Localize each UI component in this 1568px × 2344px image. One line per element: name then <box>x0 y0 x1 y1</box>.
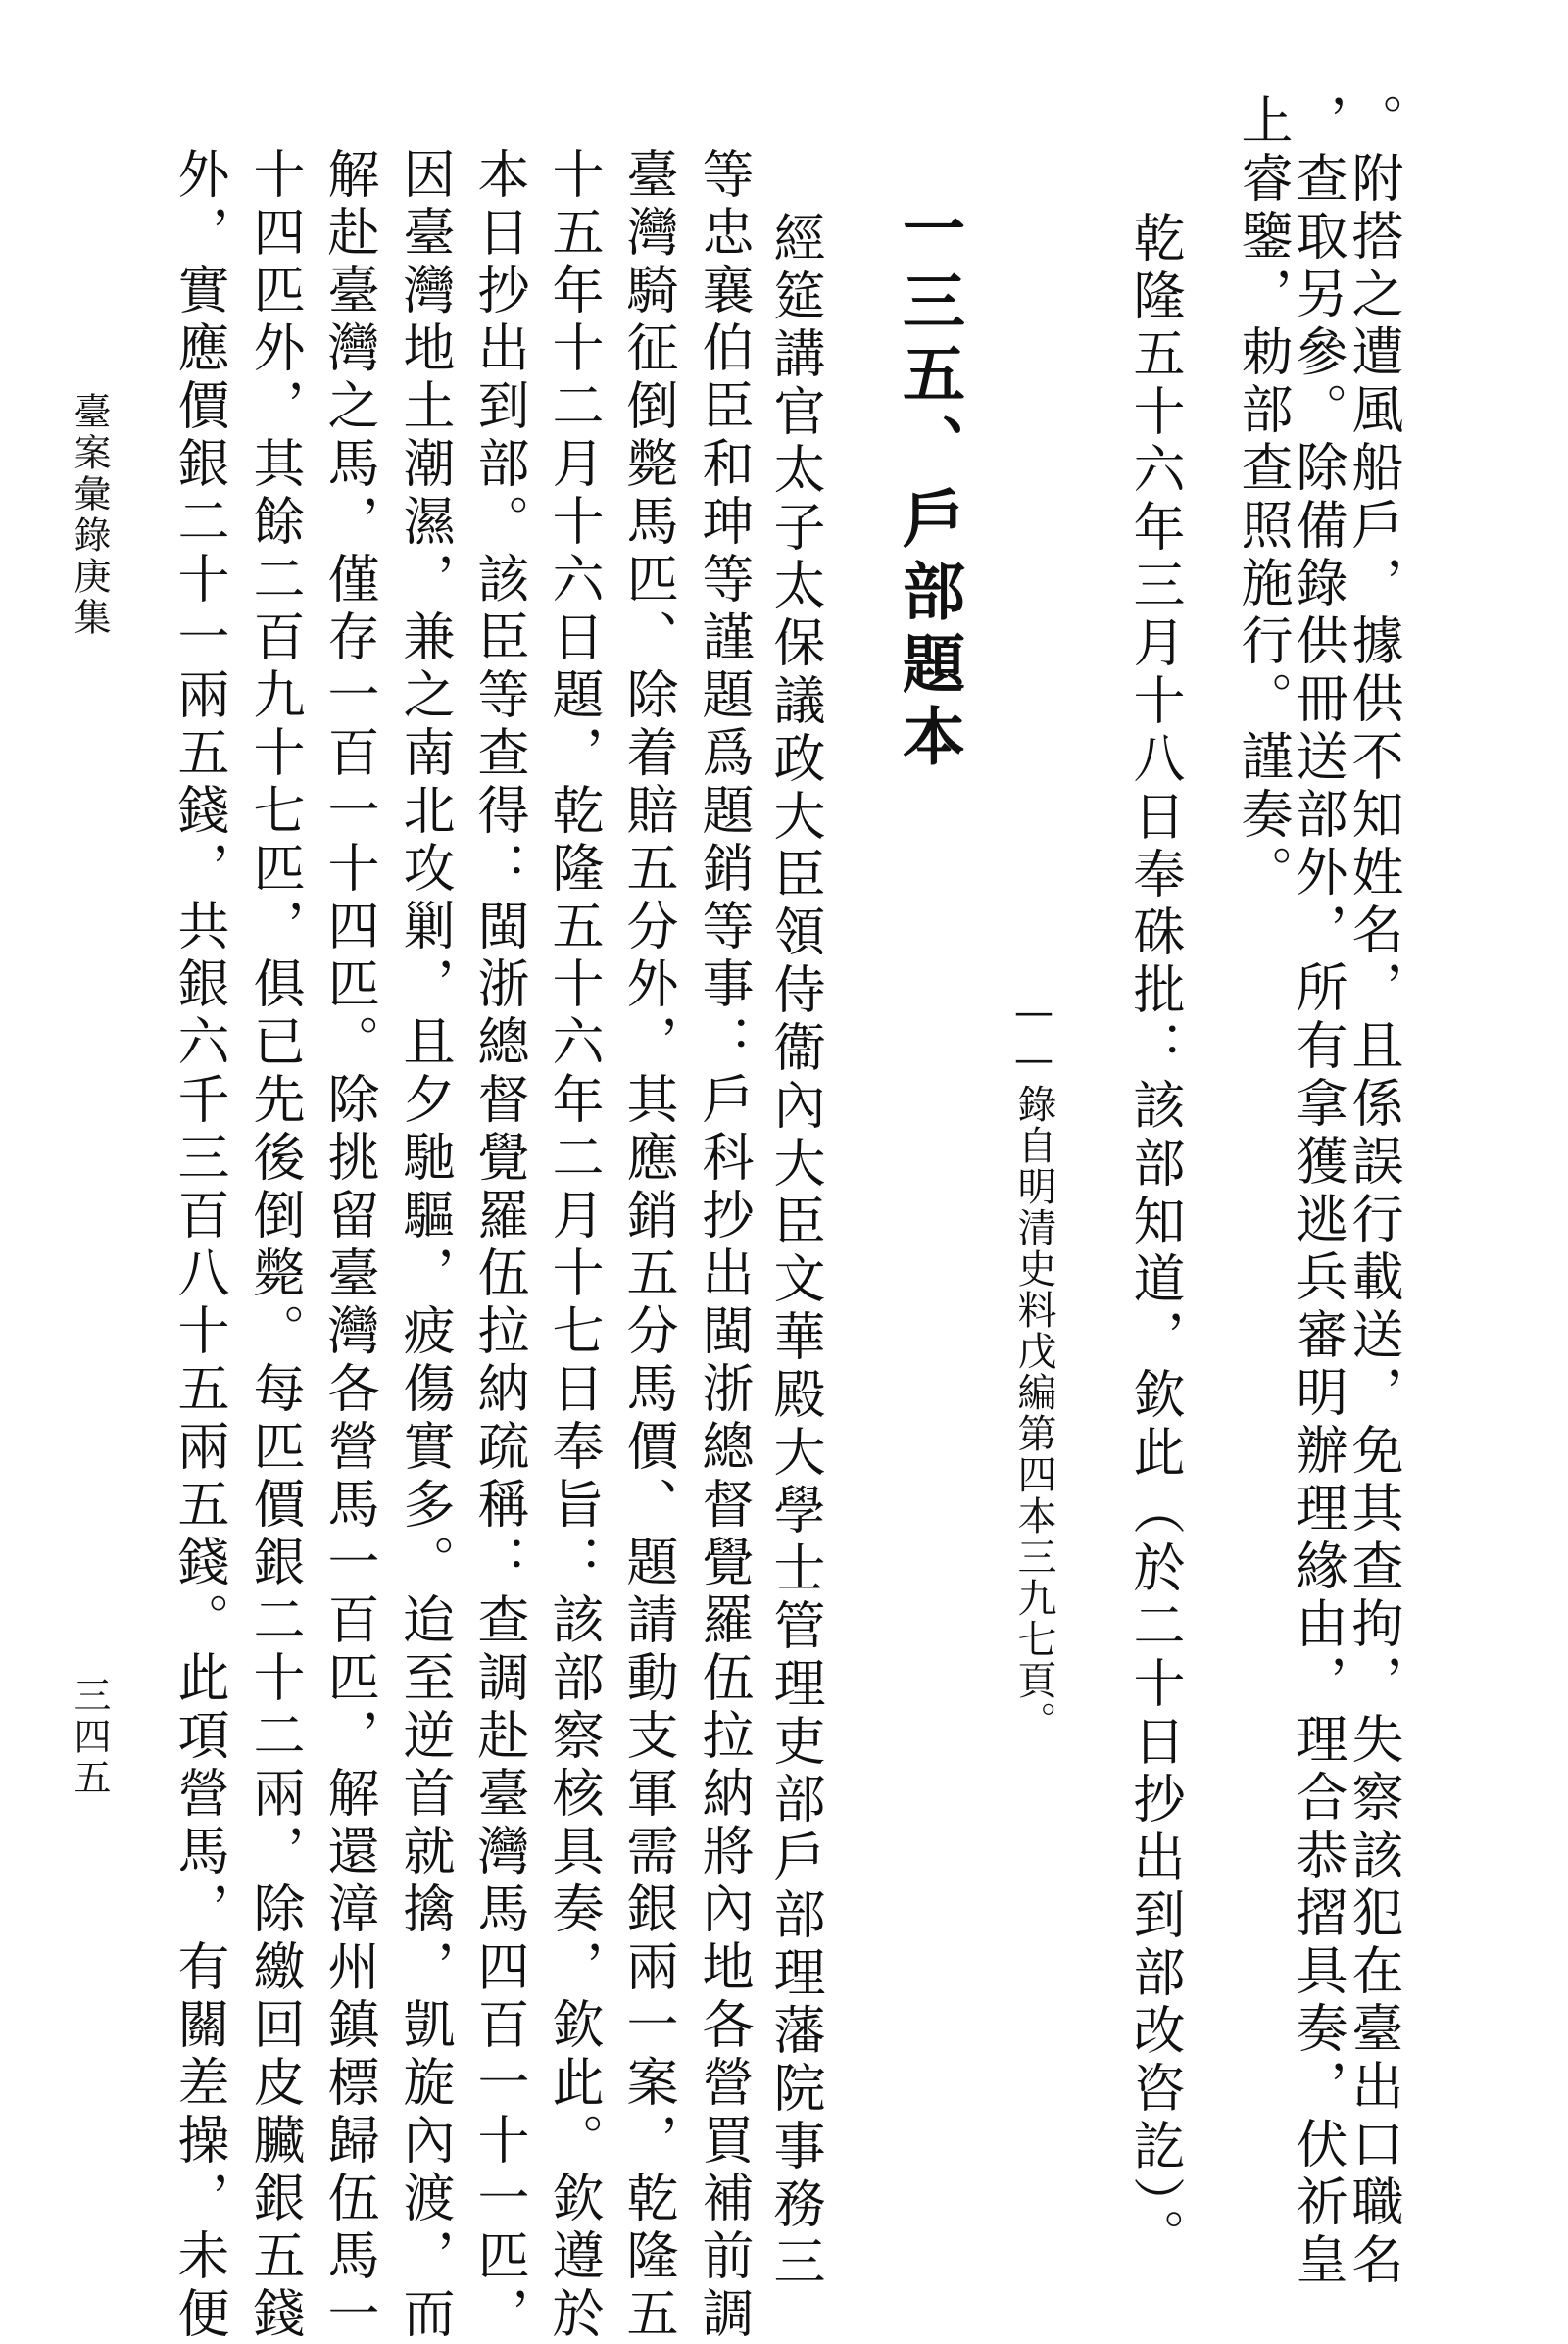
section-line-9: 外，實應價銀二十一兩五錢，共銀六千三百八十五兩五錢。此項營馬，有關差操，未便 <box>170 147 229 2344</box>
section-line-5: 本日抄出到部。該臣等查得：閩浙總督覺羅伍拉納疏稱：查調赴臺灣馬四百一十一匹， <box>469 147 529 2344</box>
section-line-1: 經筵講官太子太保議政大臣領侍衞內大臣文華殿大學士管理吏部戶部理藩院事務三 <box>765 211 825 2292</box>
section-line-7: 解赴臺灣之馬，僅存一百一十四匹。除挑留臺灣各營馬一百匹，解還漳州鎮標歸伍馬一 <box>319 147 379 2344</box>
section-line-6: 因臺灣地土潮濕，兼之南北攻剿，且夕馳驅，疲傷實多。迨至逆首就擒，凱旋內渡，而 <box>395 147 455 2344</box>
memorial-line-3: 上睿鑒，勅部查照施行。謹奏。 <box>1233 93 1293 903</box>
section-line-3: 臺灣騎征倒斃馬匹、除着賠五分外，其應銷五分馬價、題請動支軍需銀兩一案，乾隆五 <box>618 147 678 2344</box>
source-citation: ——錄自明清史料戊編第四本三九七頁。 <box>1011 990 1056 1742</box>
section-heading: 一三五、戶部題本 <box>892 196 965 776</box>
section-line-4: 十五年十二月十六日題，乾隆五十六年二月十七日奉旨：該部察核具奏，欽此。欽遵於 <box>544 147 604 2344</box>
book-title: 臺案彙錄庚集 <box>68 392 111 639</box>
section-line-8: 十四匹外，其餘二百九十七匹，俱已先後倒斃。每匹價銀二十二兩，除繳回皮臟銀五錢 <box>245 147 305 2344</box>
page-number: 三四五 <box>68 1676 111 1799</box>
section-line-2: 等忠襄伯臣和珅等謹題爲題銷等事：戶科抄出閩浙總督覺羅伍拉納將內地各營買補前調 <box>694 147 754 2344</box>
memorial-line-2: ，查取另參。除備錄供冊送部外，所有拿獲逃兵審明辦理緣由，理合恭摺具奏，伏祈皇 <box>1288 93 1348 2290</box>
memorial-date-line: 乾隆五十六年三月十八日奉硃批：該部知道，欽此（於二十日抄出到部改咨訖）。 <box>1125 211 1185 2267</box>
memorial-line-1: 。附搭之遭風船戶，據供不知姓名，且係誤行載送，免其查拘，失察該犯在臺出口職名 <box>1344 93 1403 2290</box>
